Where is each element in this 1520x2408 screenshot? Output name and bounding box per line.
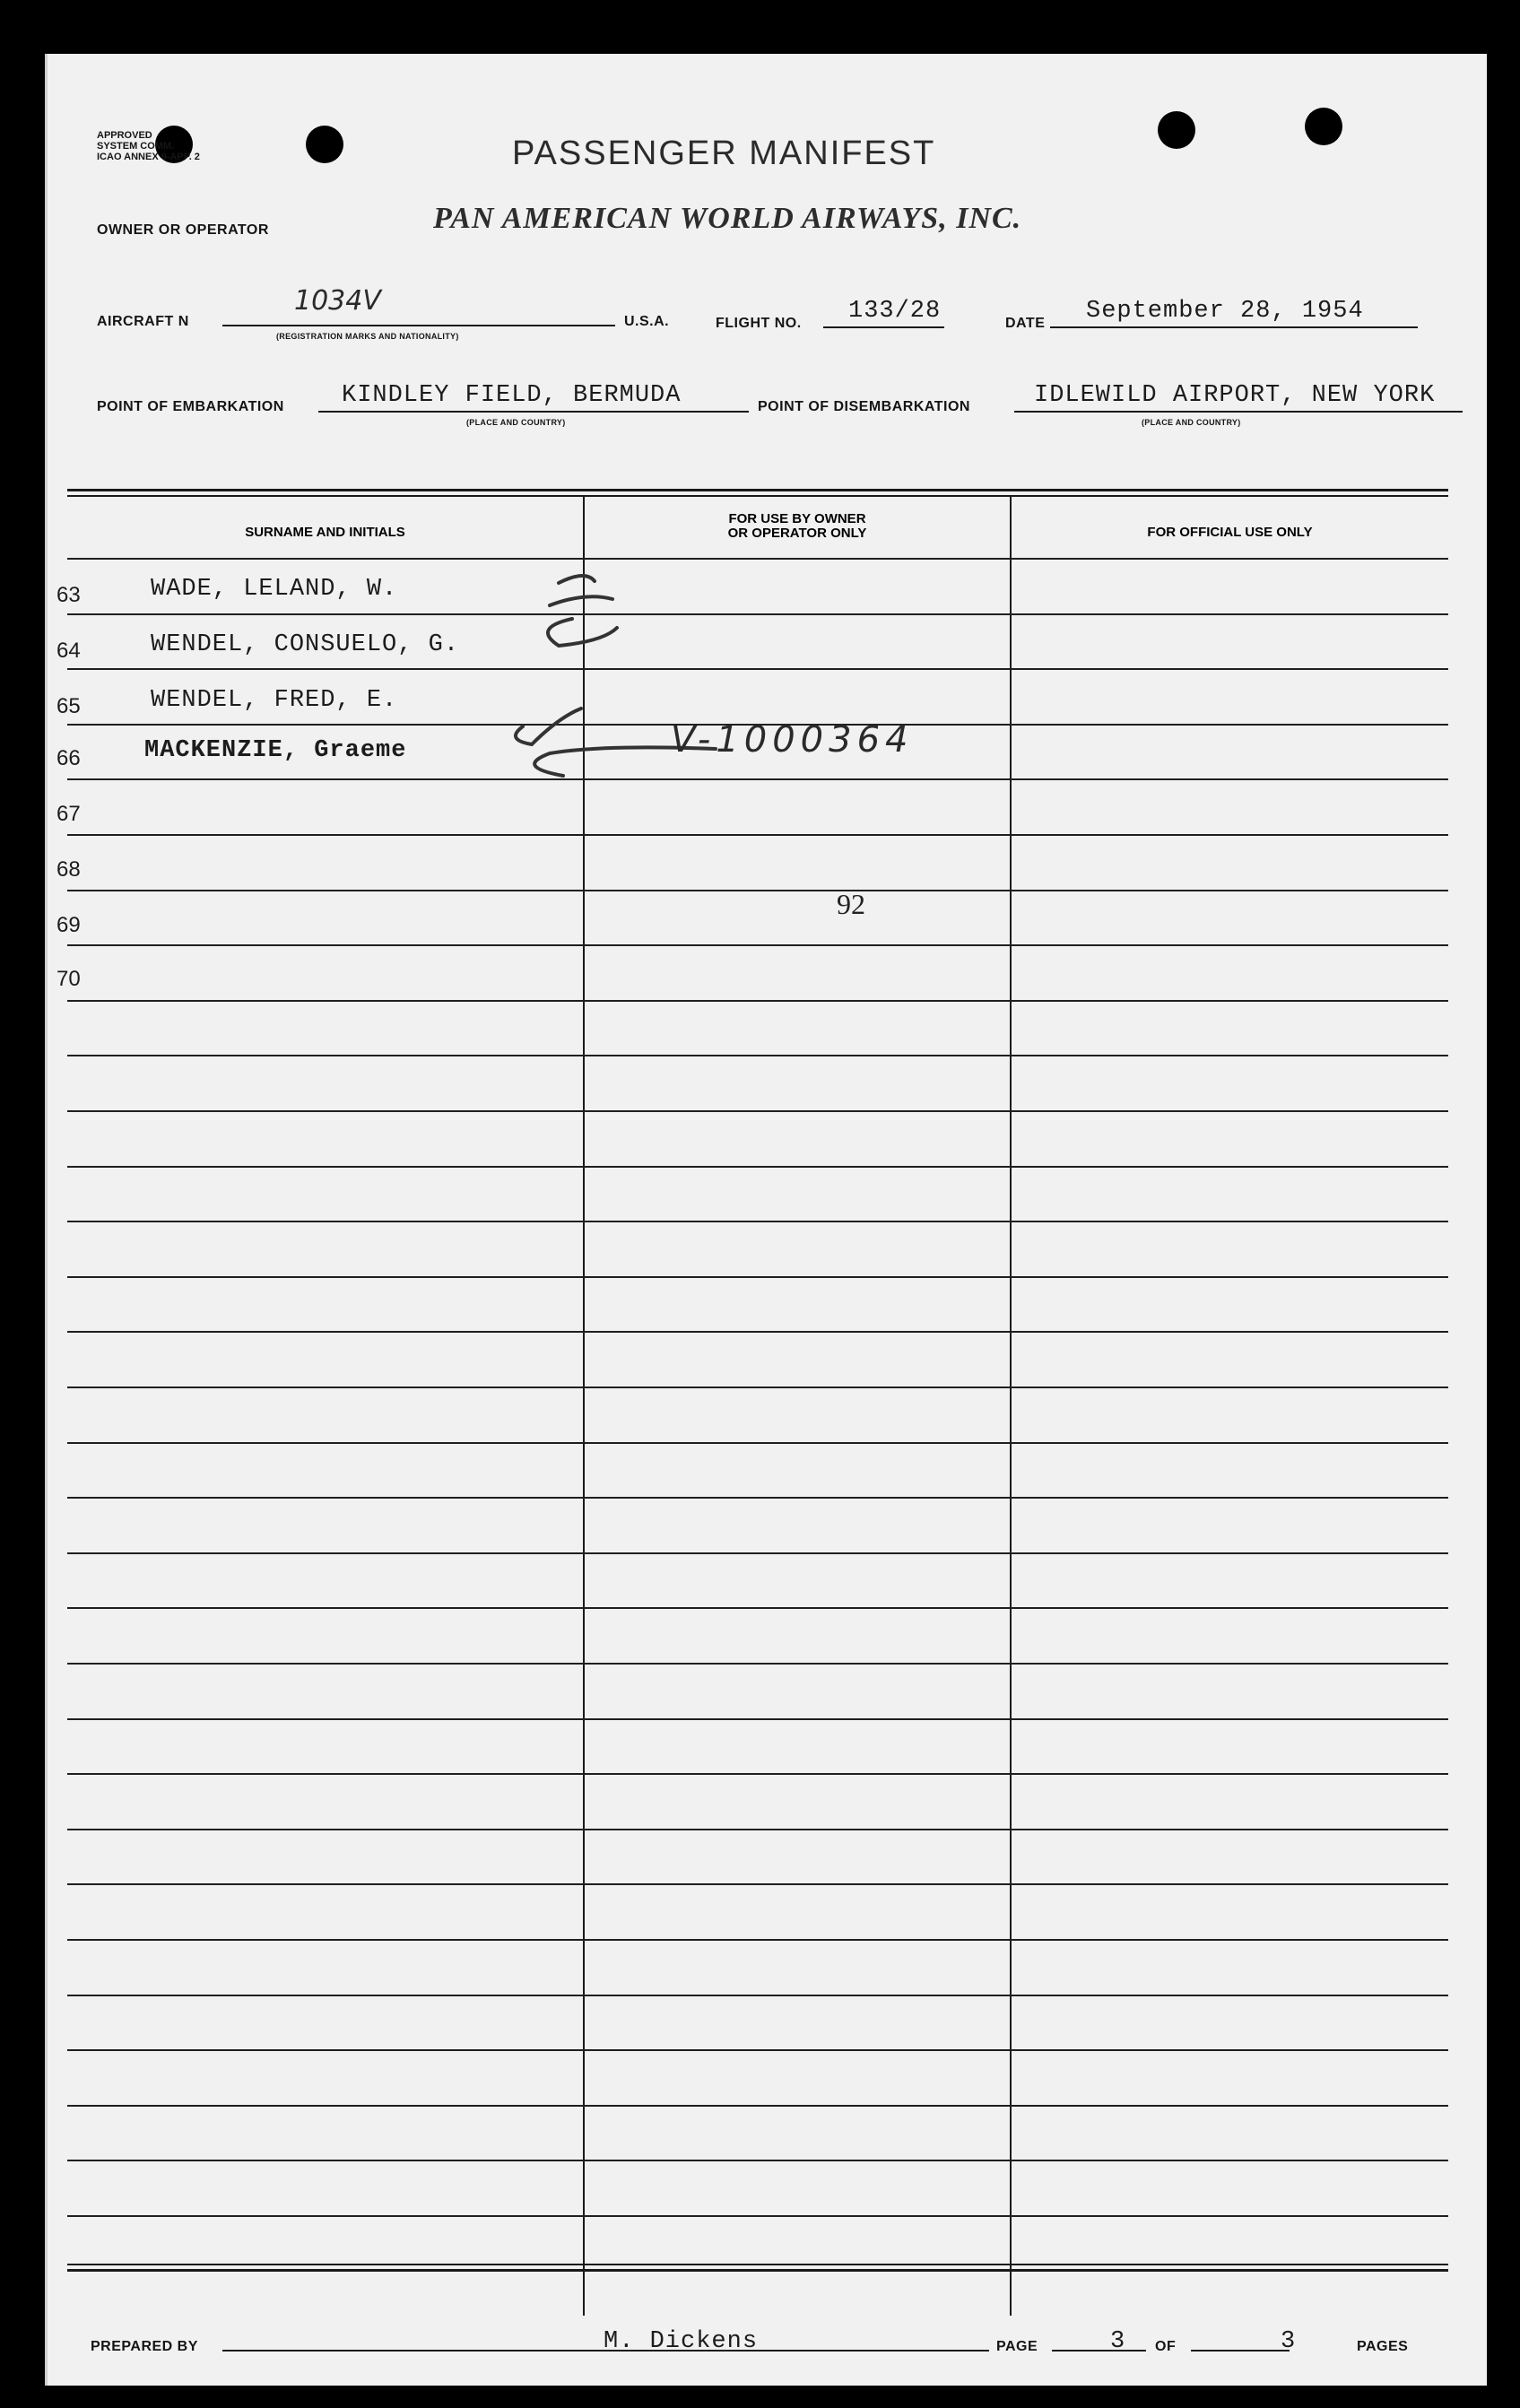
check-mark [548,576,617,646]
row-number: 66 [56,746,81,770]
prepared-by-value: M. Dickens [604,2328,759,2355]
table-rule-line [67,613,1448,615]
embarkation-label: POINT OF EMBARKATION [97,399,284,414]
table-rule-line [67,890,1448,891]
table-rule-line [67,1883,1448,1885]
embarkation-caption: (PLACE AND COUNTRY) [466,418,566,427]
page-value: 3 [1110,2328,1126,2355]
table-rule-line [67,1718,1448,1720]
table-rule-line [67,668,1448,670]
col-header-official: FOR OFFICIAL USE ONLY [1147,525,1313,540]
approval-line: SYSTEM COMM. [97,141,175,152]
date-underline [1050,326,1418,328]
disembarkation-value: IDLEWILD AIRPORT, NEW YORK [1034,382,1436,409]
table-rule-line [67,2049,1448,2051]
prepared-by-label: PREPARED BY [91,2339,198,2354]
embarkation-value: KINDLEY FIELD, BERMUDA [342,382,682,409]
row-number: 67 [56,802,81,826]
row-number: 70 [56,967,81,991]
approval-line: ICAO ANNEX 9-APP. 2 [97,152,200,162]
pages-label: PAGES [1357,2339,1409,2354]
manifest-sheet [45,54,1487,2386]
row-number: 64 [56,639,81,663]
passenger-name: MACKENZIE, Graeme [144,737,407,764]
of-underline [1191,2350,1290,2351]
table-rule-line [67,1995,1448,1996]
approval-line: APPROVED [97,130,152,141]
table-rule-line [67,1387,1448,1388]
stamp-number: 92 [837,888,865,920]
passenger-name: WENDEL, FRED, E. [151,687,398,714]
col-header-operator-line: FOR USE BY OWNER [728,511,866,526]
disembarkation-label: POINT OF DISEMBARKATION [758,399,970,414]
table-rule-line [67,1276,1448,1278]
passenger-name: WENDEL, CONSUELO, G. [151,631,460,658]
table-rule-line [67,834,1448,836]
table-rule-line [67,1829,1448,1830]
aircraft-value: 1034V [294,285,381,317]
table-rule-line [67,1166,1448,1168]
date-label: DATE [1005,316,1046,331]
disembarkation-caption: (PLACE AND COUNTRY) [1142,418,1241,427]
table-top-rule [67,495,1448,497]
punch-hole [1305,108,1342,145]
flight-value: 133/28 [848,298,942,325]
flight-label: FLIGHT NO. [716,316,802,331]
date-value: September 28, 1954 [1086,298,1364,325]
of-label: OF [1155,2339,1177,2354]
page-label: PAGE [996,2339,1038,2354]
owner-label: OWNER OR OPERATOR [97,222,269,238]
table-rule-line [67,1000,1448,1002]
table-rule-line [67,1773,1448,1775]
table-rule-line [67,1607,1448,1609]
disembarkation-underline [1014,411,1463,413]
table-rule-line [67,558,1448,560]
table-rule-line [67,1110,1448,1112]
check-mark [516,708,581,744]
col-header-surname: SURNAME AND INITIALS [245,525,405,540]
approval-block [97,130,200,162]
table-rule-line [67,1055,1448,1056]
table-rule-line [67,1663,1448,1665]
flight-underline [823,326,944,328]
table-bottom-rule [67,2269,1448,2272]
table-rule-line [67,1939,1448,1941]
punch-hole [1158,111,1195,149]
column-divider [1010,497,1012,2316]
aircraft-label: AIRCRAFT N [97,314,189,329]
table-rule-line [67,1331,1448,1333]
row-number: 63 [56,583,81,607]
row-number: 69 [56,913,81,937]
usa-label: U.S.A. [624,314,670,329]
table-rule-line [67,1442,1448,1444]
row-number: 68 [56,857,81,882]
airline-name: PAN AMERICAN WORLD AIRWAYS, INC. [433,202,1022,235]
table-rule-line [67,1497,1448,1499]
table-top-rule [67,489,1448,491]
col-header-operator-line: OR OPERATOR ONLY [727,526,867,541]
table-rule-line [67,944,1448,946]
table-rule-line [67,2160,1448,2161]
aircraft-underline [222,325,615,326]
table-rule-line [67,2105,1448,2107]
embarkation-underline [318,411,749,413]
table-rule-line [67,778,1448,780]
table-rule-line [67,2215,1448,2217]
operator-note: V-1000364 [671,719,914,761]
of-value: 3 [1281,2328,1297,2355]
form-title: PASSENGER MANIFEST [512,135,936,172]
table-rule-line [67,1221,1448,1222]
table-bottom-rule [67,2264,1448,2265]
row-number: 65 [56,694,81,718]
punch-hole [306,126,343,163]
passenger-name: WADE, LELAND, W. [151,576,398,603]
aircraft-caption: (REGISTRATION MARKS AND NATIONALITY) [276,332,459,341]
col-header-operator [585,512,1010,541]
table-rule-line [67,1552,1448,1554]
page-underline [1052,2350,1146,2351]
